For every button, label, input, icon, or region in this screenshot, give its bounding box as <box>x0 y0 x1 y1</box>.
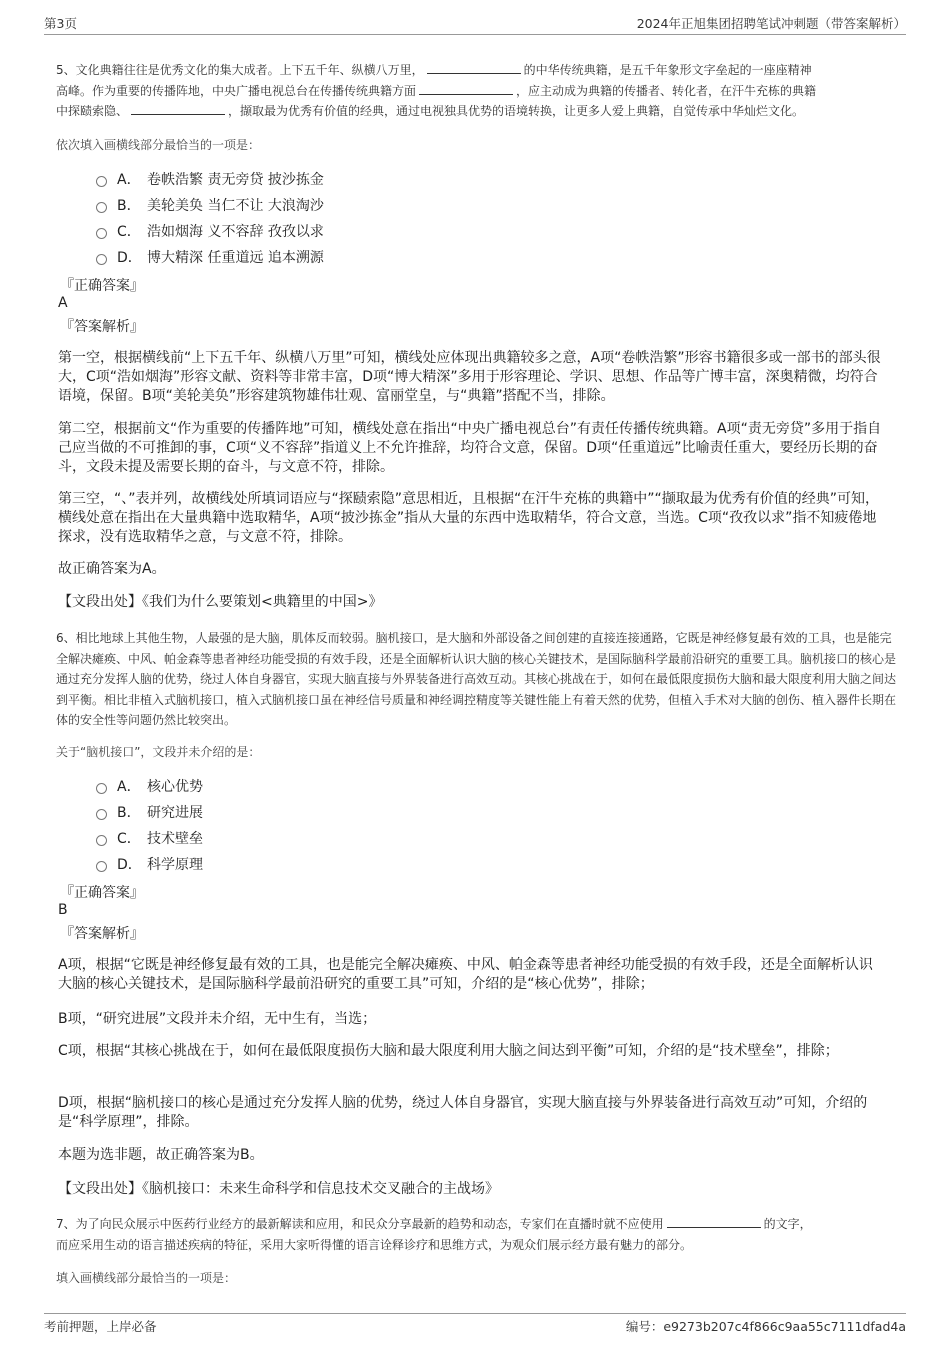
radio-button[interactable] <box>96 835 107 846</box>
radio-button[interactable] <box>96 254 107 265</box>
page-header <box>44 12 906 35</box>
option-a[interactable] <box>96 166 324 192</box>
question-5-options <box>96 166 324 270</box>
q7-line2: 而应采用生动的语言描述疾病的特征，采用大家听得懂的语言诠释诊疗和思维方式，为观众们展示经方最有魅力的部分。 <box>56 1237 693 1252</box>
analysis-paragraph: 第一空，根据横线前“上下五千年、纵横八万里”可知，横线处应体现出典籍较多之意，A项“卷帙浩繁”形容书籍很多或一部书的部头很大，C项“浩如烟海”形容文献、资料等非常丰富，D项“博大精深”多用于形容理论、学识、思想、作品等广博丰富，深奥精微，均符合语境，保留。B项“美轮美奂”形容建筑物雄伟壮观、富丽堂皇，与“典籍”搭配不当，排除。 <box>58 350 881 404</box>
fill-blank <box>131 102 225 115</box>
option-text: 博大精深 任重道远 追本溯源 <box>147 250 324 266</box>
q5-line1b: 的中华传统典籍，是五千年象形文字垒起的一座座精神 <box>523 63 812 77</box>
analysis-paragraph: D项，根据“脑机接口的核心是通过充分发挥人脑的优势，绕过人体自身器官，实现大脑直接与外界装备进行高效互动”可知，介绍的是“科学原理”，排除。 <box>58 1095 868 1130</box>
q7-line1b: 的文字， <box>763 1217 812 1231</box>
radio-button[interactable] <box>96 176 107 187</box>
option-letter: C． <box>117 831 141 847</box>
question-6-options <box>96 773 203 877</box>
question-6-prompt: 关于“脑机接口”，文段并未介绍的是： <box>56 745 261 759</box>
fill-blank <box>419 82 513 95</box>
analysis-label: 『答案解析』 <box>60 319 144 335</box>
option-letter: D． <box>117 250 142 266</box>
source-citation: 【文段出处】《脑机接口：未来生命科学和信息技术交叉融合的主战场》 <box>58 1181 499 1197</box>
option-c[interactable] <box>96 218 324 244</box>
answer-label: 『正确答案』 <box>60 885 144 901</box>
option-letter: C． <box>117 224 141 240</box>
analysis-paragraph: C项，根据“其核心挑战在于，如何在最低限度损伤大脑和最大限度利用大脑之间达到平衡”可知，介绍的是“技术壁垒”，排除； <box>58 1043 839 1059</box>
answer-value: B <box>58 902 68 918</box>
option-d[interactable] <box>96 244 324 270</box>
page-number: 第3页 <box>44 16 77 31</box>
q5-line3b: ，撷取最为优秀有价值的经典，通过电视独具优势的语境转换，让更多人爱上典籍，自觉传承中华灿烂文化。 <box>228 104 805 118</box>
question-5-prompt: 依次填入画横线部分最恰当的一项是： <box>56 138 261 152</box>
option-text: 美轮美奂 当仁不让 大浪淘沙 <box>147 198 324 214</box>
option-text: 卷帙浩繁 责无旁贷 披沙拣金 <box>147 172 324 188</box>
option-text: 浩如烟海 义不容辞 孜孜以求 <box>147 224 324 240</box>
document-id: 编号：e9273b207c4f866c9aa55c7111dfad4a <box>625 1319 906 1334</box>
analysis-paragraph: 第二空，根据前文“作为重要的传播阵地”可知，横线处意在指出“中央广播电视总台”有责任传播传统典籍。A项“责无旁贷”多用于指自己应当做的不可推卸的事，C项“义不容辞”指道义上不允许推辞，均符合文意，保留。D项“任重道远”比喻责任重大，要经历长期的奋斗，文段未提及需要长期的奋斗，与文意不符，排除。 <box>58 421 882 475</box>
analysis-paragraph: A项，根据“它既是神经修复最有效的工具，也是能完全解决瘫痪、中风、帕金森等患者神经功能受损的有效手段，还是全面解析认识大脑的核心关键技术，是国际脑科学最前沿研究的重要工具”可知，介绍的是“核心优势”，排除； <box>58 957 873 992</box>
analysis-label: 『答案解析』 <box>60 926 144 942</box>
option-text: 核心优势 <box>147 779 203 795</box>
q5-line3a: 中探赜索隐、 <box>56 104 129 118</box>
option-text: 科学原理 <box>147 857 203 873</box>
analysis-paragraph: 第三空，“、”表并列，故横线处所填词语应与“探赜索隐”意思相近，且根据“在汗牛充栋的典籍中”“撷取最为优秀有价值的经典”可知，横线处意在指出在大量典籍中选取精华，A项“披沙拣金”指从大量的东西中选取精华，符合文意，当选。C项“孜孜以求”指不知疲倦地探求，没有选取精华之意，与文意不符，排除。 <box>58 491 880 545</box>
source-citation: 【文段出处】《我们为什么要策划<典籍里的中国>》 <box>58 594 383 610</box>
option-letter: A． <box>117 779 141 795</box>
fill-blank <box>667 1215 761 1228</box>
option-a[interactable] <box>96 773 203 799</box>
answer-value: A <box>58 295 68 311</box>
option-text: 研究进展 <box>147 805 203 821</box>
option-c[interactable] <box>96 825 203 851</box>
radio-button[interactable] <box>96 228 107 239</box>
option-letter: B． <box>117 198 141 214</box>
option-text: 技术壁垒 <box>147 831 203 847</box>
analysis-conclusion: 故正确答案为A。 <box>58 561 166 577</box>
q7-line1a: 7、为了向民众展示中医药行业经方的最新解读和应用，和民众分享最新的趋势和动态，专家们在直播时就不应使用 <box>56 1217 664 1231</box>
option-letter: D． <box>117 857 142 873</box>
page-footer <box>44 1313 906 1336</box>
analysis-conclusion: 本题为选非题，故正确答案为B。 <box>58 1147 264 1163</box>
option-letter: A． <box>117 172 141 188</box>
option-d[interactable] <box>96 851 203 877</box>
radio-button[interactable] <box>96 861 107 872</box>
footer-slogan: 考前押题，上岸必备 <box>44 1319 157 1334</box>
option-b[interactable] <box>96 799 203 825</box>
question-7-text <box>56 1214 896 1255</box>
question-5-text <box>56 60 896 122</box>
radio-button[interactable] <box>96 809 107 820</box>
q5-line2a: 高峰。作为重要的传播阵地，中央广播电视总台在传播传统典籍方面 <box>56 83 417 98</box>
q5-line1a: 5、文化典籍往往是优秀文化的集大成者。上下五千年、纵横八万里， <box>56 63 424 77</box>
radio-button[interactable] <box>96 202 107 213</box>
document-title: 2024年正旭集团招聘笔试冲刺题（带答案解析） <box>636 16 906 31</box>
radio-button[interactable] <box>96 783 107 794</box>
q5-line2b: ，应主动成为典籍的传播者、转化者，在汗牛充栋的典籍 <box>516 83 817 98</box>
option-b[interactable] <box>96 192 324 218</box>
answer-label: 『正确答案』 <box>60 278 144 294</box>
fill-blank <box>427 61 521 74</box>
question-7-prompt: 填入画横线部分最恰当的一项是： <box>56 1271 237 1285</box>
option-letter: B． <box>117 805 141 821</box>
question-6-text: 6、相比地球上其他生物，人最强的是大脑，肌体反而较弱。脑机接口，是大脑和外部设备之间创建的直接连接通路，它既是神经修复最有效的工具，也是能完全解决瘫痪、中风、帕金森等患者神经功能受损的有效手段，还是全面解析认识大脑的核心关键技术，是国际脑科学最前沿研究的重要工具。脑机接口的核心是通过充分发挥人脑的优势，绕过人体自身器官，实现大脑直接与外界装备进行高效互动。其核心挑战在于，如何在最低限度损伤大脑和最大限度利用大脑之间达到平衡。相比非植入式脑机接口，植入式脑机接口虽在神经信号质量和神经调控精度等关键性能上有着天然的优势，但植入手术对大脑的创伤、植入器件长期在体的安全性等问题仍然比较突出。 <box>56 631 897 727</box>
analysis-paragraph: B项，“研究进展”文段并未介绍，无中生有，当选； <box>58 1011 377 1027</box>
